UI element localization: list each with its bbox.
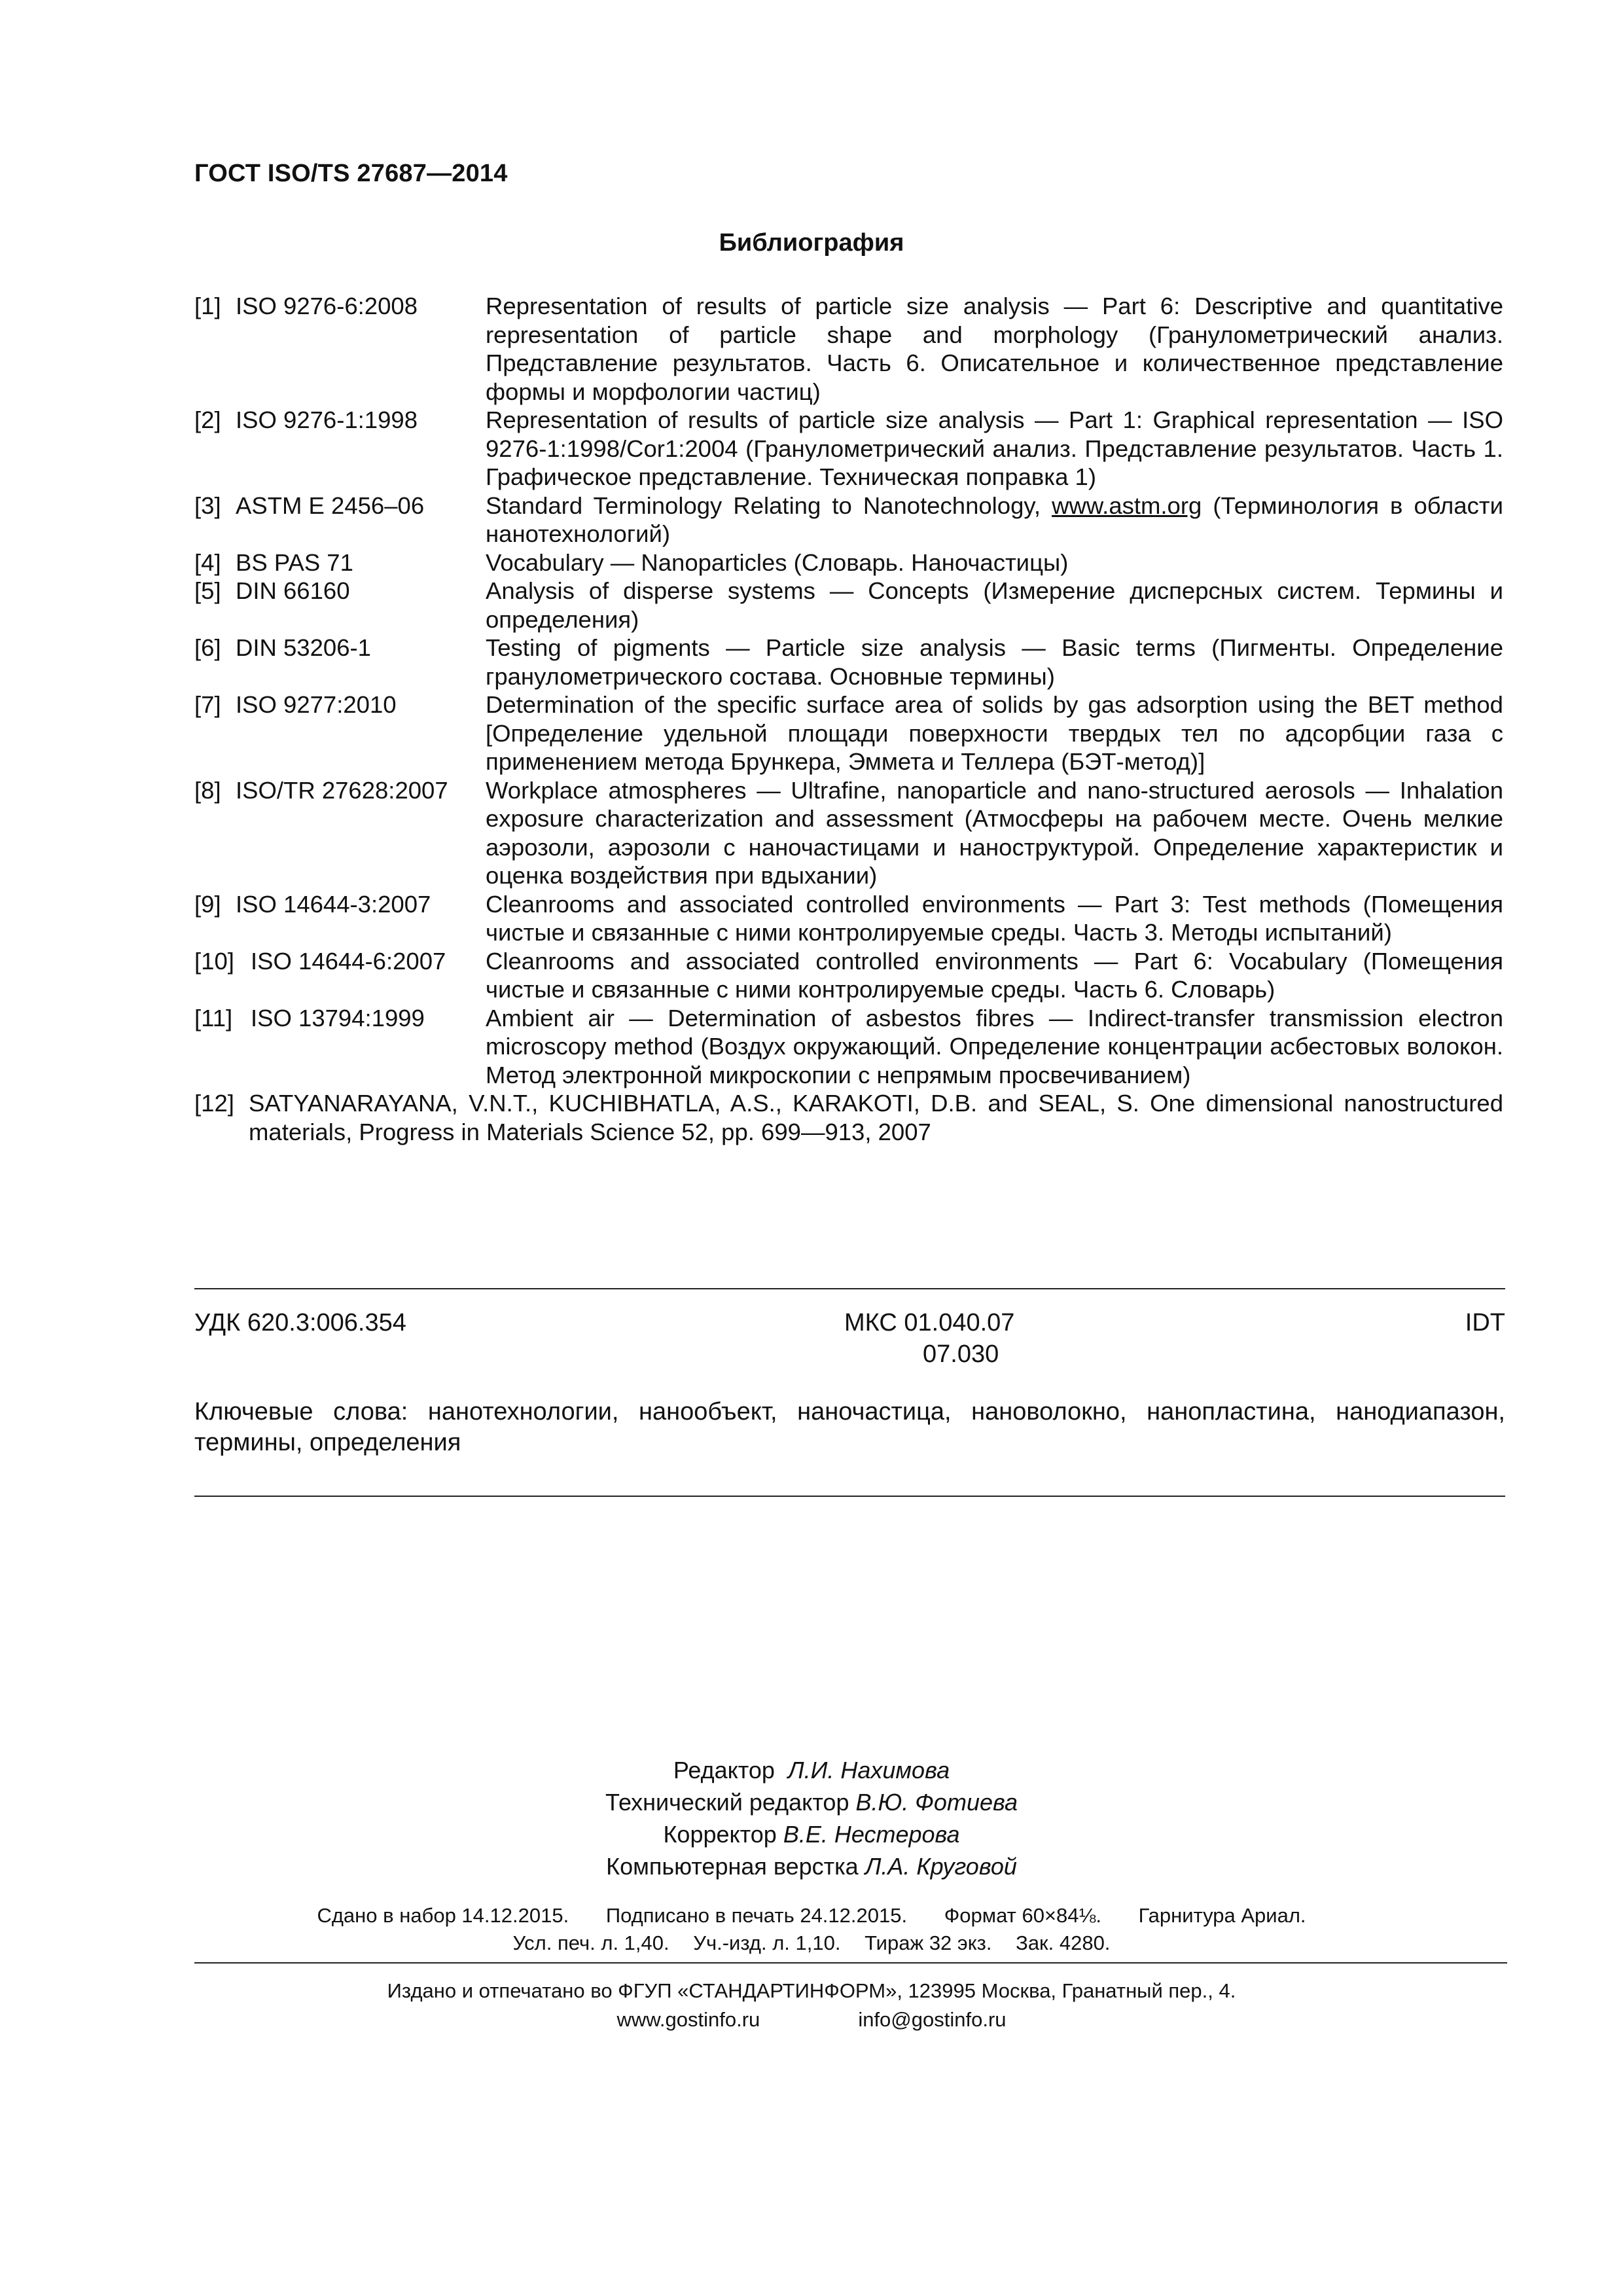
idt-label: IDT xyxy=(1465,1309,1505,1336)
bibliography-entry-4 xyxy=(194,548,1503,577)
entry-reference: ASTM E 2456–06 xyxy=(236,492,425,519)
website-link[interactable]: www.gostinfo.ru xyxy=(616,2008,760,2031)
entry-description: Representation of results of particle size analysis — Part 6: Descriptive and quantitative representation of particle shape and morphology (Гранулометрический анализ. Представление результатов. Часть 6. Описательное и количественное представление формы и морфологии частиц) xyxy=(486,293,1503,405)
entry-reference: BS PAS 71 xyxy=(236,548,353,576)
divider-middle xyxy=(194,1496,1505,1497)
credit-role: Компьютерная верстка xyxy=(606,1853,859,1880)
entry-number: [7] xyxy=(194,691,221,718)
entry-description: Testing of pigments — Particle size analysis — Basic terms (Пигменты. Определение гранулометрического состава. Основные термины) xyxy=(486,634,1503,690)
credit-role: Корректор xyxy=(663,1821,777,1848)
typeface: Гарнитура Ариал. xyxy=(1138,1904,1306,1927)
bibliography-entry-6 xyxy=(194,634,1503,691)
credit-name: В.Е. Нестерова xyxy=(783,1821,960,1848)
entry-number: [10] xyxy=(194,947,234,975)
entry-reference: ISO 9276-1:1998 xyxy=(236,406,418,433)
credit-tech-editor xyxy=(0,1786,1623,1818)
divider-top xyxy=(194,1288,1505,1289)
format: Формат 60×84⅛. xyxy=(944,1904,1101,1927)
entry-description: SATYANARAYANA, V.N.T., KUCHIBHATLA, A.S., KARAKOTI, D.B. and SEAL, S. One dimensional nanostructured materials, Progress in Materials Science 52, pp. 699—913, 2007 xyxy=(249,1090,1503,1145)
bibliography-entry-2 xyxy=(194,406,1503,492)
circulation: Тираж 32 экз. xyxy=(865,1931,992,1954)
entry-number: [6] xyxy=(194,634,221,661)
credits xyxy=(0,1754,1623,1882)
print-info xyxy=(0,1902,1623,1957)
entry-reference: ISO 9277:2010 xyxy=(236,691,397,718)
entry-reference: DIN 66160 xyxy=(236,577,350,604)
document-code: ГОСТ ISO/TS 27687—2014 xyxy=(194,160,508,187)
bibliography-entry-11 xyxy=(194,1004,1503,1090)
astm-link[interactable]: www.astm.org xyxy=(1052,492,1202,519)
udk-code: УДК 620.3:006.354 xyxy=(194,1309,406,1336)
mks-code: МКС 01.040.07 xyxy=(844,1309,1015,1336)
entry-description: Vocabulary — Nanoparticles (Словарь. Наночастицы) xyxy=(486,548,1069,576)
entry-number: [3] xyxy=(194,492,221,519)
bibliography-list xyxy=(194,292,1503,1146)
credit-proofreader xyxy=(0,1818,1623,1850)
bibliography-entry-1 xyxy=(194,292,1503,406)
publisher-contacts xyxy=(0,2005,1623,2034)
print-sheets: Усл. печ. л. 1,40. xyxy=(512,1931,669,1954)
order-number: Зак. 4280. xyxy=(1016,1931,1111,1954)
keywords: Ключевые слова: нанотехнологии, нанообъект, наночастица, нановолокно, нанопластина, нанодиапазон, термины, определения xyxy=(194,1398,1505,1456)
bibliography-entry-9 xyxy=(194,890,1503,947)
entry-number: [1] xyxy=(194,293,221,319)
entry-number: [2] xyxy=(194,406,221,433)
entry-reference: ISO 14644-3:2007 xyxy=(236,890,431,918)
print-info-line-2 xyxy=(0,1929,1623,1957)
bibliography-entry-5 xyxy=(194,577,1503,634)
entry-description: Workplace atmospheres — Ultrafine, nanoparticle and nano-structured aerosols — Inhalation exposure characterization and assessment (Атмосферы на рабочем месте. Очень мелкие аэрозоли, аэрозоли с наночастицами и наноструктурой. Определение характеристик и оценка воздействия при вдыхании) xyxy=(486,776,1503,889)
entry-description: Determination of the specific surface area of solids by gas adsorption using the BET method [Определение удельной площади поверхности твердых тел по адсорбции газа с применением метода Брункера, Эммета и Теллера (БЭТ-метод)] xyxy=(486,691,1503,775)
entry-number: [5] xyxy=(194,577,221,604)
bibliography-entry-7 xyxy=(194,691,1503,776)
typeset-date: Сдано в набор 14.12.2015. xyxy=(317,1904,569,1927)
bibliography-entry-10 xyxy=(194,947,1503,1004)
bibliography-entry-8 xyxy=(194,776,1503,890)
entry-number: [12] xyxy=(194,1090,234,1117)
entry-description: Representation of results of particle size analysis — Part 1: Graphical representation — ISO 9276-1:1998/Cor1:2004 (Гранулометрический анализ. Представление результатов. Часть 1. Графическое представление. Техническая поправка 1) xyxy=(486,406,1503,490)
credit-name: Л.И. Нахимова xyxy=(787,1757,950,1784)
entry-number: [8] xyxy=(194,776,221,804)
credit-role: Технический редактор xyxy=(605,1789,849,1816)
divider-bottom xyxy=(194,1962,1507,1964)
entry-description xyxy=(486,492,1503,548)
print-info-line-1 xyxy=(0,1902,1623,1929)
entry-description: Ambient air — Determination of asbestos fibres — Indirect-transfer transmission electron microscopy method (Воздух окружающий. Определение концентрации асбестовых волокон. Метод электронной микроскопии с непрямым просвечиванием) xyxy=(486,1004,1503,1088)
bibliography-entry-3 xyxy=(194,492,1503,548)
credit-layout xyxy=(0,1850,1623,1882)
publisher-info xyxy=(0,1977,1623,2034)
entry-reference: ISO 14644-6:2007 xyxy=(251,947,446,975)
publisher-line: Издано и отпечатано во ФГУП «СТАНДАРТИНФОРМ», 123995 Москва, Гранатный пер., 4. xyxy=(387,1979,1236,2002)
entry-reference: ISO 13794:1999 xyxy=(251,1004,425,1031)
entry-number: [4] xyxy=(194,548,221,576)
entry-description: Cleanrooms and associated controlled environments — Part 3: Test methods (Помещения чистые и связанные с ними контролируемые среды. Часть 3. Методы испытаний) xyxy=(486,890,1503,946)
entry-reference: DIN 53206-1 xyxy=(236,634,371,661)
bibliography-entry-12 xyxy=(194,1089,1503,1146)
entry-reference: ISO 9276-6:2008 xyxy=(236,293,418,319)
entry-text-before-link: Standard Terminology Relating to Nanotechnology, xyxy=(486,492,1052,519)
entry-text-after-link: (Терминология в области нанотехнологий) xyxy=(486,492,1503,547)
email-link[interactable]: info@gostinfo.ru xyxy=(858,2008,1007,2031)
entry-description: Analysis of disperse systems — Concepts (Измерение дисперсных систем. Термины и определения) xyxy=(486,577,1503,633)
entry-reference: ISO/TR 27628:2007 xyxy=(236,776,448,804)
publishing-sheets: Уч.-изд. л. 1,10. xyxy=(693,1931,841,1954)
mks-code-secondary: 07.030 xyxy=(923,1340,999,1368)
entry-description: Cleanrooms and associated controlled environments — Part 6: Vocabulary (Помещения чистые и связанные с ними контролируемые среды. Часть 6. Словарь) xyxy=(486,947,1503,1003)
entry-number: [11] xyxy=(194,1004,233,1031)
credit-name: В.Ю. Фотиева xyxy=(855,1789,1018,1816)
signed-date: Подписано в печать 24.12.2015. xyxy=(605,1904,908,1927)
credit-editor xyxy=(0,1754,1623,1786)
entry-number: [9] xyxy=(194,890,221,918)
bibliography-title: Библиография xyxy=(719,229,904,257)
credit-role: Редактор xyxy=(673,1757,775,1784)
credit-name: Л.А. Круговой xyxy=(865,1853,1017,1880)
